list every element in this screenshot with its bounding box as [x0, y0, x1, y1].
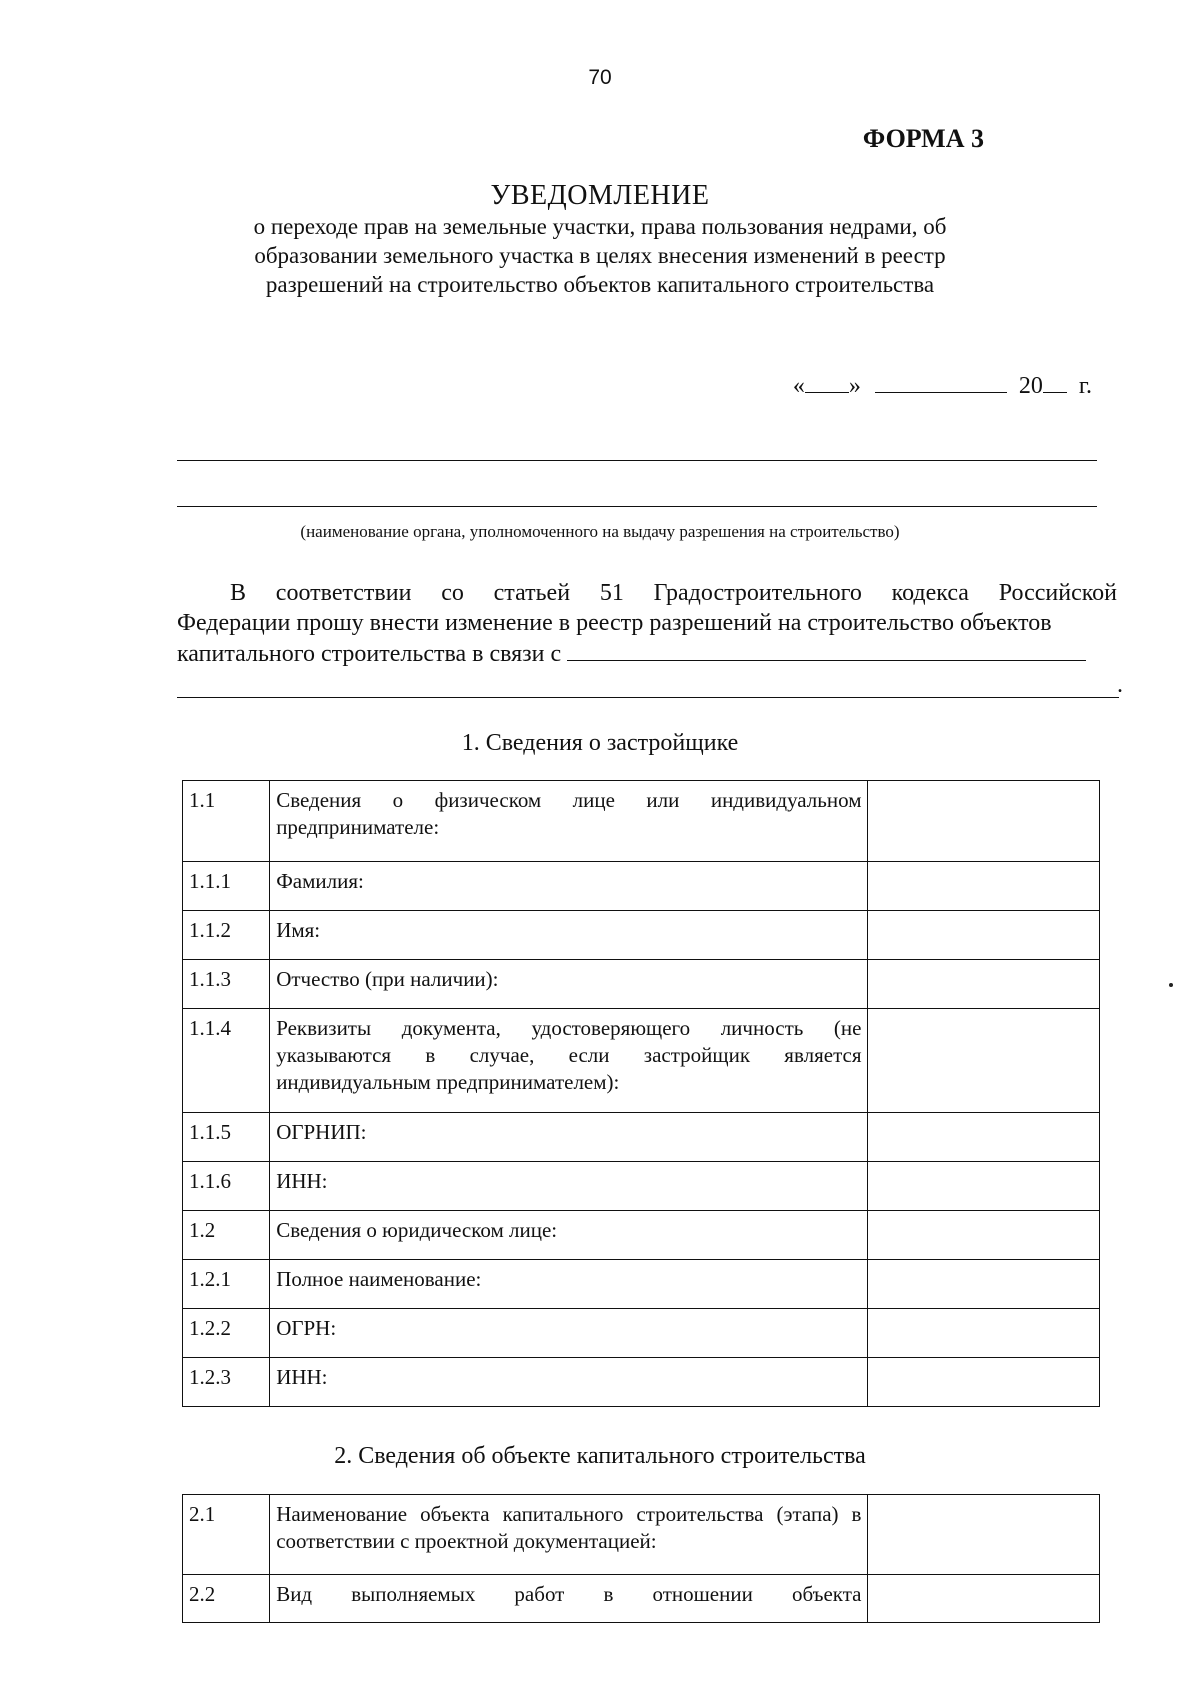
row-value-cell[interactable] — [868, 1495, 1100, 1575]
date-line — [793, 370, 1092, 400]
row-number: 1.1.4 — [183, 1009, 270, 1113]
row-number: 1.2.2 — [183, 1309, 270, 1358]
table-row — [183, 1309, 1100, 1358]
reason-end-mark: . — [1117, 672, 1123, 698]
table-row — [183, 1495, 1100, 1575]
row-value-cell[interactable] — [868, 960, 1100, 1009]
row-number: 1.1.6 — [183, 1162, 270, 1211]
table-row — [183, 1211, 1100, 1260]
row-label: Сведения о физическом лице или индивидуальном предпринимателе: — [270, 781, 868, 862]
row-number: 1.1.5 — [183, 1113, 270, 1162]
reason-blank-line-2[interactable] — [177, 697, 1119, 698]
row-value-cell[interactable] — [868, 1009, 1100, 1113]
table-row — [183, 781, 1100, 862]
page-number: 70 — [588, 66, 612, 89]
row-value-cell[interactable] — [868, 911, 1100, 960]
row-value-cell[interactable] — [868, 1358, 1100, 1407]
row-label: ОГРНИП: — [270, 1113, 868, 1162]
row-label: Имя: — [270, 911, 868, 960]
row-value-cell[interactable] — [868, 862, 1100, 911]
section-1-title: 1. Сведения о застройщике — [461, 730, 739, 756]
reason-blank[interactable] — [567, 638, 1086, 661]
row-number: 1.1.2 — [183, 911, 270, 960]
year-suffix: г. — [1078, 373, 1092, 399]
table-row — [183, 1260, 1100, 1309]
table-row — [183, 911, 1100, 960]
row-value-cell[interactable] — [868, 1162, 1100, 1211]
table-row — [183, 862, 1100, 911]
row-number: 1.2 — [183, 1211, 270, 1260]
table-row — [183, 1162, 1100, 1211]
year-blank[interactable] — [1043, 370, 1067, 393]
form-label: ФОРМА 3 — [862, 124, 984, 153]
table-row — [183, 1575, 1100, 1623]
row-label: Сведения о юридическом лице: — [270, 1211, 868, 1260]
section-2-title: 2. Сведения об объекте капитального строительства — [334, 1443, 866, 1469]
row-label: Отчество (при наличии): — [270, 960, 868, 1009]
row-value-cell[interactable] — [868, 1309, 1100, 1358]
row-label: ИНН: — [270, 1162, 868, 1211]
row-number: 1.1 — [183, 781, 270, 862]
authority-line-1[interactable] — [177, 460, 1097, 461]
table-row — [183, 1358, 1100, 1407]
construction-object-table — [182, 1494, 1100, 1623]
row-label: Фамилия: — [270, 862, 868, 911]
row-number: 1.2.1 — [183, 1260, 270, 1309]
document-subtitle: о переходе прав на земельные участки, права пользования недрами, об образовании земельного участка в целях внесения изменений в реестр разрешений на строительство объектов капитального строительства — [253, 214, 947, 297]
row-label: ОГРН: — [270, 1309, 868, 1358]
row-value-cell[interactable] — [868, 781, 1100, 862]
row-label: ИНН: — [270, 1358, 868, 1407]
request-paragraph — [177, 578, 1117, 669]
table-row — [183, 1009, 1100, 1113]
row-label: Вид выполняемых работ в отношении объекта — [270, 1575, 868, 1623]
row-number: 1.2.3 — [183, 1358, 270, 1407]
row-value-cell[interactable] — [868, 1575, 1100, 1623]
row-value-cell[interactable] — [868, 1113, 1100, 1162]
year-prefix: 20 — [1018, 373, 1043, 399]
row-label: Реквизиты документа, удостоверяющего личность (не указываются в случае, если застройщик является индивидуальным предпринимателем): — [270, 1009, 868, 1113]
table-row — [183, 960, 1100, 1009]
month-blank[interactable] — [875, 370, 1007, 393]
row-number: 1.1.1 — [183, 862, 270, 911]
date-close-quote: » — [848, 373, 861, 399]
request-line-2: Федерации прошу внести изменение в реестр разрешений на строительство объектов — [177, 610, 1052, 636]
request-line-3: капитального строительства в связи с — [177, 638, 1117, 669]
authority-line-2[interactable] — [177, 506, 1097, 507]
row-value-cell[interactable] — [868, 1260, 1100, 1309]
scan-speck — [1169, 983, 1173, 987]
date-open-quote: « — [792, 373, 805, 399]
row-label: Наименование объекта капитального строительства (этапа) в соответствии с проектной документацией: — [270, 1495, 868, 1575]
document-title: УВЕДОМЛЕНИЕ — [490, 180, 710, 211]
row-label: Полное наименование: — [270, 1260, 868, 1309]
row-value-cell[interactable] — [868, 1211, 1100, 1260]
request-line-1: В соответствии со статьей 51 Градостроительного кодекса Российской — [230, 580, 1117, 606]
row-number: 1.1.3 — [183, 960, 270, 1009]
row-number: 2.2 — [183, 1575, 270, 1623]
table-row — [183, 1113, 1100, 1162]
day-blank[interactable] — [805, 370, 849, 393]
authority-caption: (наименование органа, уполномоченного на выдачу разрешения на строительство) — [300, 522, 900, 541]
row-number: 2.1 — [183, 1495, 270, 1575]
developer-info-table — [182, 780, 1100, 1407]
